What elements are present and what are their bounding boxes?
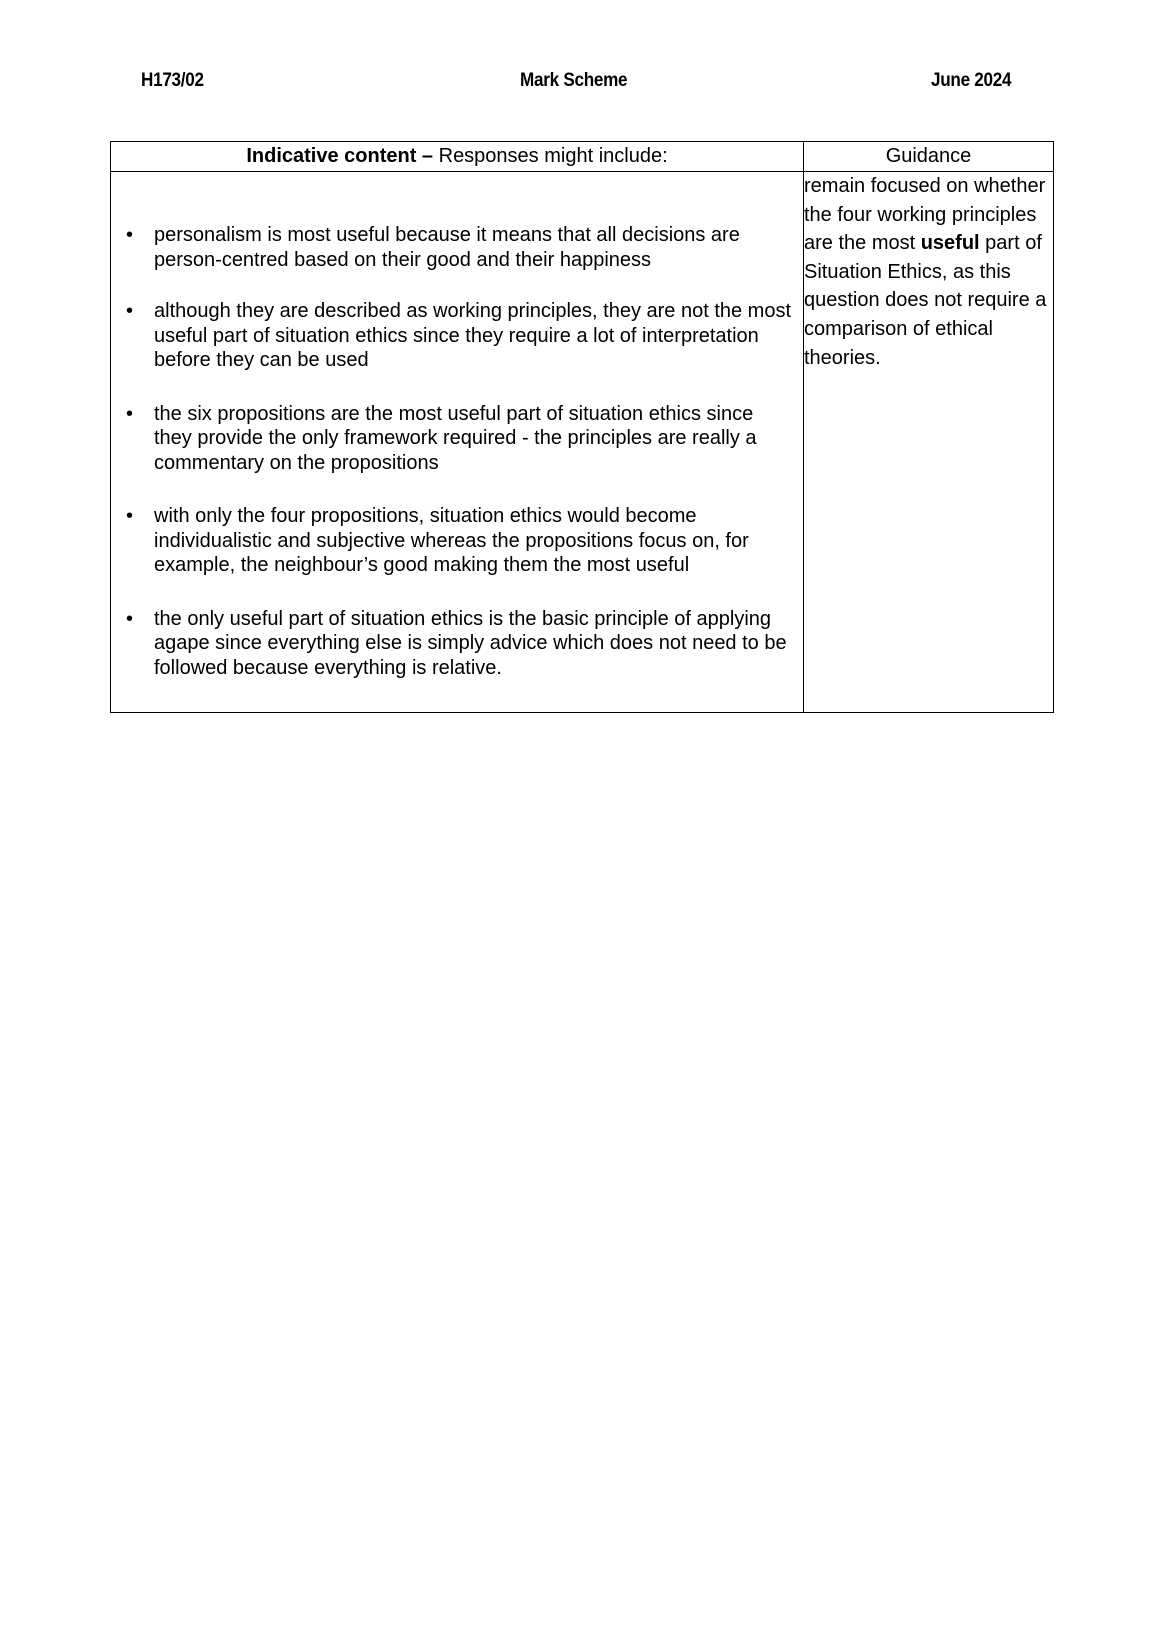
guidance-emphasis: useful <box>920 232 980 255</box>
response-list <box>111 223 803 680</box>
document-title: Mark Scheme <box>520 70 628 91</box>
list-item <box>111 223 803 272</box>
table-row <box>111 172 1054 713</box>
mark-scheme-table <box>110 141 1054 713</box>
bullet-icon: • <box>126 607 134 630</box>
table-header-row <box>111 142 1054 172</box>
guidance-cell <box>804 172 1054 713</box>
indicative-content-cell <box>111 172 804 713</box>
bullet-icon: • <box>126 224 134 246</box>
bullet-icon: • <box>126 402 134 425</box>
list-item-text: with only the four propositions, situation ethics would become individualistic and subjective whereas the propositions focus on, for example, the neighbour’s good making them the most useful <box>154 505 749 576</box>
guidance-text-end: part of Situation Ethics, as this question does not require a comparison of ethical theories. <box>804 232 1047 369</box>
list-item-text: the six propositions are the most useful part of situation ethics since they provide the only framework required - the principles are really a commentary on the propositions <box>154 402 757 474</box>
indicative-content-header <box>111 142 804 172</box>
bullet-icon: • <box>126 300 134 322</box>
indicative-content-label: Indicative content – <box>246 145 434 167</box>
guidance-header: Guidance <box>804 142 1054 172</box>
list-item-text: although they are described as working principles, they are not the most useful part of situation ethics since they require a lot of interpretation before they can be used <box>154 300 792 371</box>
paper-code: H173/02 <box>141 70 204 91</box>
list-item <box>111 402 803 476</box>
exam-date: June 2024 <box>931 70 1012 91</box>
list-item-text: personalism is most useful because it means that all decisions are person-centred based on their good and their happiness <box>154 224 740 271</box>
bullet-icon: • <box>126 505 134 527</box>
responses-label: Responses might include: <box>433 145 668 167</box>
list-item <box>111 299 803 373</box>
guidance-text-start: remain focused on whether the four working principles are the most <box>804 175 1046 255</box>
list-item-text: the only useful part of situation ethics is the basic principle of applying agape since everything else is simply advice which does not need to be followed because everything is relative. <box>154 607 787 679</box>
list-item <box>111 607 803 681</box>
list-item <box>111 504 803 578</box>
